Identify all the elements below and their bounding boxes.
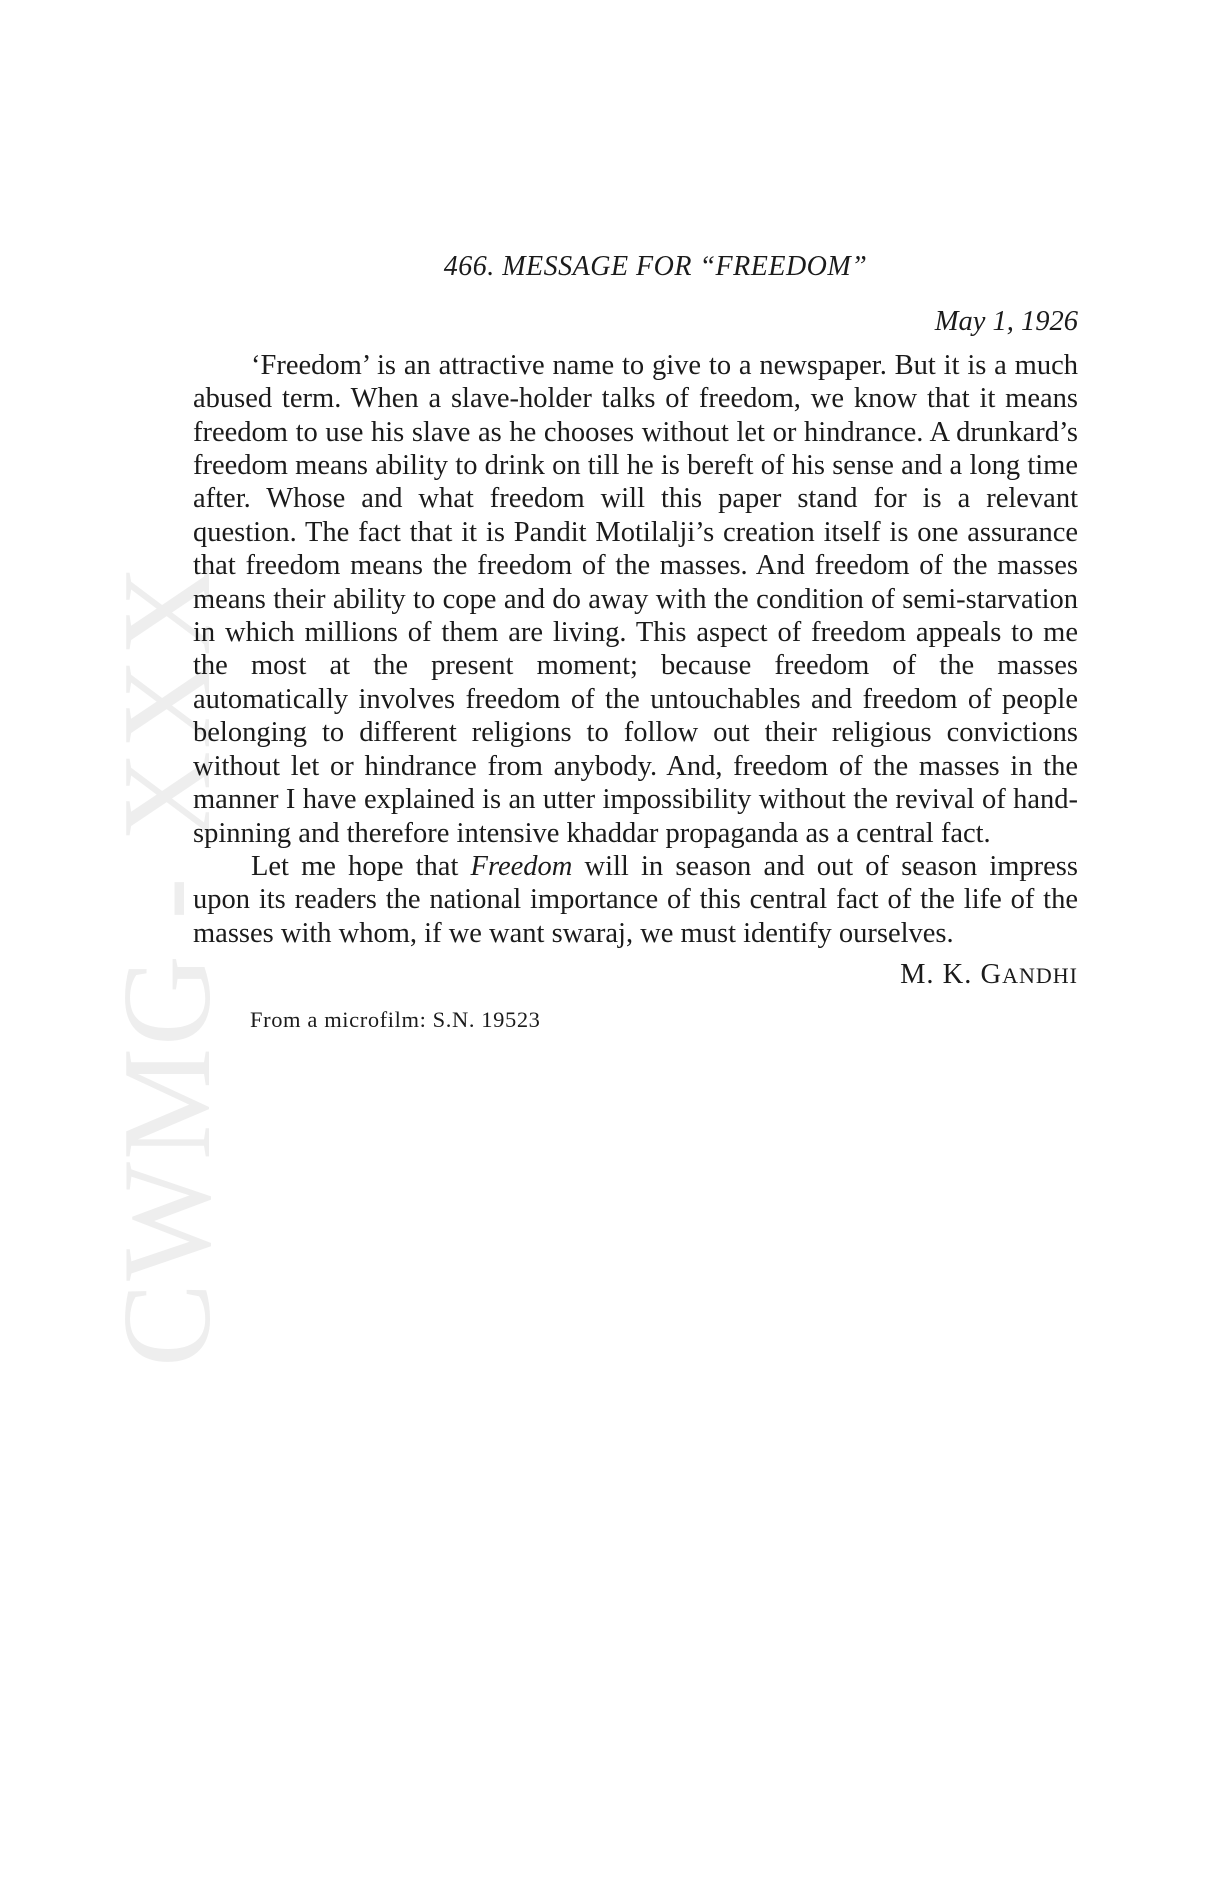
document-heading: 466. MESSAGE FOR “FREEDOM” [443, 251, 868, 282]
document-body [193, 250, 1078, 1036]
watermark-text: CWMG - XXX [98, 563, 237, 1367]
paragraph-2-italic-title: Freedom [470, 850, 573, 882]
signature-initials: M. K. G [900, 959, 1003, 991]
paragraph-2-before: Let me hope that [251, 850, 471, 882]
paragraph-1: ‘Freedom’ is an attractive name to give to a newspaper. But it is a much abused term. When a slave-holder talks of freedom, we know that it means freedom to use his slave as he chooses without let or hindrance. A drunkard’s freedom means ability to drink on till he is bereft of his sense and a long time after. Whose and what freedom will this paper stand for is a relevant question. The fact that it is Pandit Motilalji’s creation itself is one assurance that freedom means the freedom of the masses. And freedom of the masses means their ability to cope and do away with the condition of semi-starvation in which millions of them are living. This aspect of freedom appeals to me the most at the present moment; because freedom of the masses automatically involves freedom of the untouchables and freedom of people belonging to different religions to follow out their religious convictions without let or hindrance from anybody. And, freedom of the masses in the manner I have explained is an utter impossibility without the revival of hand-spinning and therefore intensive khaddar propaganda as a central fact. [193, 349, 1078, 849]
document-date: May 1, 1926 [934, 306, 1078, 338]
signature [193, 958, 1078, 992]
paragraph-2 [193, 850, 1078, 950]
paragraph-2-after: will in season and out of season impress upon its readers the national importance of this central fact of the life of the masses with whom, if we want swaraj, we must identify ourselves. [193, 850, 1078, 949]
source-note: From a microfilm: S.N. 19523 [250, 1006, 541, 1032]
signature-surname: ANDHI [1002, 963, 1078, 989]
